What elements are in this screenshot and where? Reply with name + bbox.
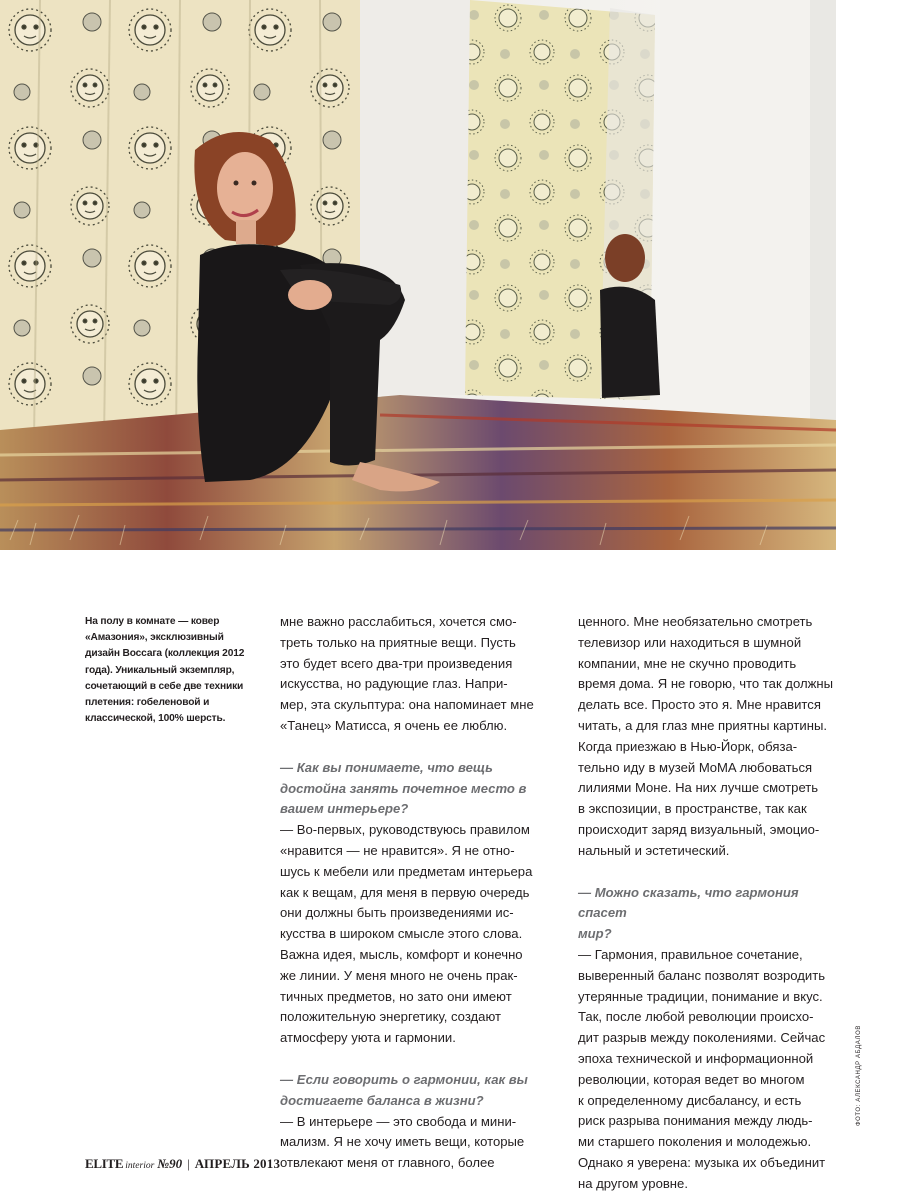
interior-photo: [0, 0, 836, 550]
paragraph: ценного. Мне необязательно смотреть телевизор или находиться в шумной компании, мне не скучно проводить время дома. Я не говорю, что так должны делать все. Просто это я. Мне нравится читать, а для глаз мне приятны картины. Когда приезжаю в Нью-Йорк, обяза- тельно иду в музей MoMA любоваться лилиями Моне. На них лучше смотреть в экспозиции, в пространстве, так как происходит заряд визуальный, эмоцио- нальный и эстетический.: [578, 614, 833, 858]
interview-question: — Если говорить о гармонии, как вы достигаете баланса в жизни?: [280, 1071, 528, 1108]
photo-caption: На полу в комнате — ковер «Амазония», эксклюзивный дизайн Воссага (коллекция 2012 года). Уникальный экземпляр, сочетающий в себе две техники плетения: гобеленовой и классической, 100% шерсть.: [85, 616, 245, 725]
paragraph: — В интерьере — это свобода и мини- мализм. Я не хочу иметь вещи, которые отвлекают меня от главного, более: [280, 1113, 525, 1171]
paragraph: — Во-первых, руководствуюсь правилом «нравится — не нравится». Я не отно- шусь к мебели или предметам интерьера как к вещам, для меня в первую очередь они должны быть произведениями ис- кусства в широком смысле этого слова. Важна идея, мысль, комфорт и конечно же линии. У меня много не очень прак- тичных предметов, но зато они имеют положительную энергетику, создают атмосферу уюта и гармонии.: [280, 822, 533, 1046]
footer-separator: |: [187, 1156, 190, 1171]
photo-credit: ФОТО: АЛЕКСАНДР АБДАЛОВ: [856, 1025, 862, 1126]
issue-date: АПРЕЛЬ 2013: [194, 1156, 281, 1171]
paragraph: мне важно расслабиться, хочется смо- треть только на приятные вещи. Пусть это будет всего два-три произведения искусства, но радующие глаз. Напри- мер, эта скульптура: она напоминает мне «Танец» Матисса, я очень ее люблю.: [280, 614, 534, 733]
paragraph: — Гармония, правильное сочетание, выверенный баланс позволят возродить утерянные традиции, понимание и вкус. Так, после любой революции происхо- дит разрыв между поколениями. Сейчас эпоха технической и информационной революции, которая ведет во многом к определенному дисбалансу, и есть риск разрыва понимания между людь- ми старшего поколения и молодежью. Однако я уверена: музыка их объединит на другом уровне.: [578, 946, 826, 1191]
interview-question: — Можно сказать, что гармония спасет мир?: [578, 884, 799, 942]
magazine-subtitle: interior: [125, 1161, 155, 1171]
photo-illustration: [0, 0, 836, 550]
issue-number: №90: [157, 1156, 183, 1171]
interview-question: — Как вы понимаете, что вещь достойна занять почетное место в вашем интерьере?: [280, 759, 527, 817]
page-footer: [85, 1156, 280, 1172]
magazine-brand: ELITE: [85, 1156, 124, 1171]
article-column-2: [280, 612, 550, 1174]
article-column-3: [578, 612, 848, 1195]
